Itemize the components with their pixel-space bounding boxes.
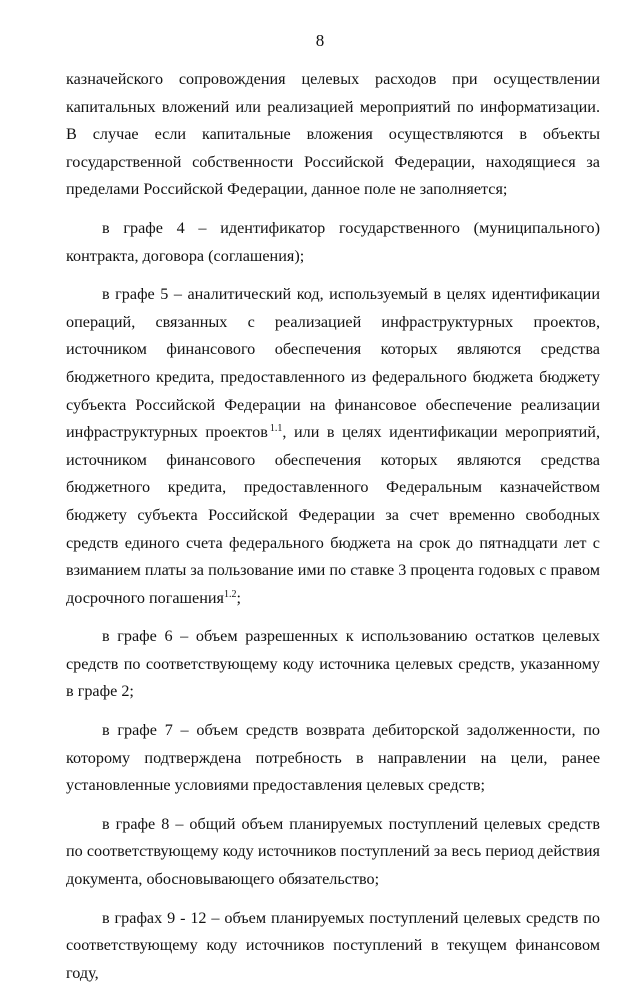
- document-body: [66, 66, 600, 987]
- paragraph-column-5-text-a: в графе 5 – аналитический код, используемый в целях идентификации операций, связанных с реализацией инфраструктурных проектов, источником финансового обеспечения которых являются средства бюджетного кредита, предоставленного из федерального бюджета бюджету субъекта Российской Федерации на финансовое обеспечение реализации инфраструктурных проектов: [66, 285, 600, 442]
- paragraph-column-8: в графе 8 – общий объем планируемых поступлений целевых средств по соответствующему коду источников поступлений за весь период действия документа, обосновывающего обязательство;: [66, 814, 600, 889]
- paragraph-column-4: в графе 4 – идентификатор государственного (муниципального) контракта, договора (соглашения);: [66, 218, 600, 265]
- page-number: 8: [315, 31, 325, 50]
- footnote-reference-1-2: 1.2: [223, 588, 237, 600]
- paragraph-column-5-text-b: , или в целях идентификации мероприятий, источником финансового обеспечения которых являются средства бюджетного кредита, предоставленного Федеральным казначейством бюджету субъекта Российской Федерации за счет временно свободных средств единого счета федерального бюджета на срок до пятнадцати лет с взиманием платы за пользование ими по ставке 3 процента годовых с правом досрочного погашения: [66, 423, 600, 607]
- paragraph-column-7: в графе 7 – объем средств возврата дебиторской задолженности, по которому подтверждена потребность в направлении на цели, ранее установленные условиями предоставления целевых средств;: [66, 721, 600, 795]
- paragraph-continuation: казначейского сопровождения целевых расходов при осуществлении капитальных вложений или реализацией мероприятий по информатизации. В случае если капитальные вложения осуществляются в объекты государственной собственности Российской Федерации, находящиеся за пределами Российской Федерации, данное поле не заполняется;: [66, 70, 600, 199]
- paragraph-columns-9-12: в графах 9 - 12 – объем планируемых поступлений целевых средств по соответствующему коду источников поступлений в текущем финансовом году,: [66, 908, 600, 982]
- paragraph-column-6: в графе 6 – объем разрешенных к использованию остатков целевых средств по соответствующему коду источника целевых средств, указанному в графе 2;: [66, 627, 600, 701]
- paragraph-column-5: [66, 281, 600, 612]
- footnote-reference-1-1: 1.1: [269, 423, 283, 435]
- paragraph-column-5-text-c: ;: [236, 588, 241, 607]
